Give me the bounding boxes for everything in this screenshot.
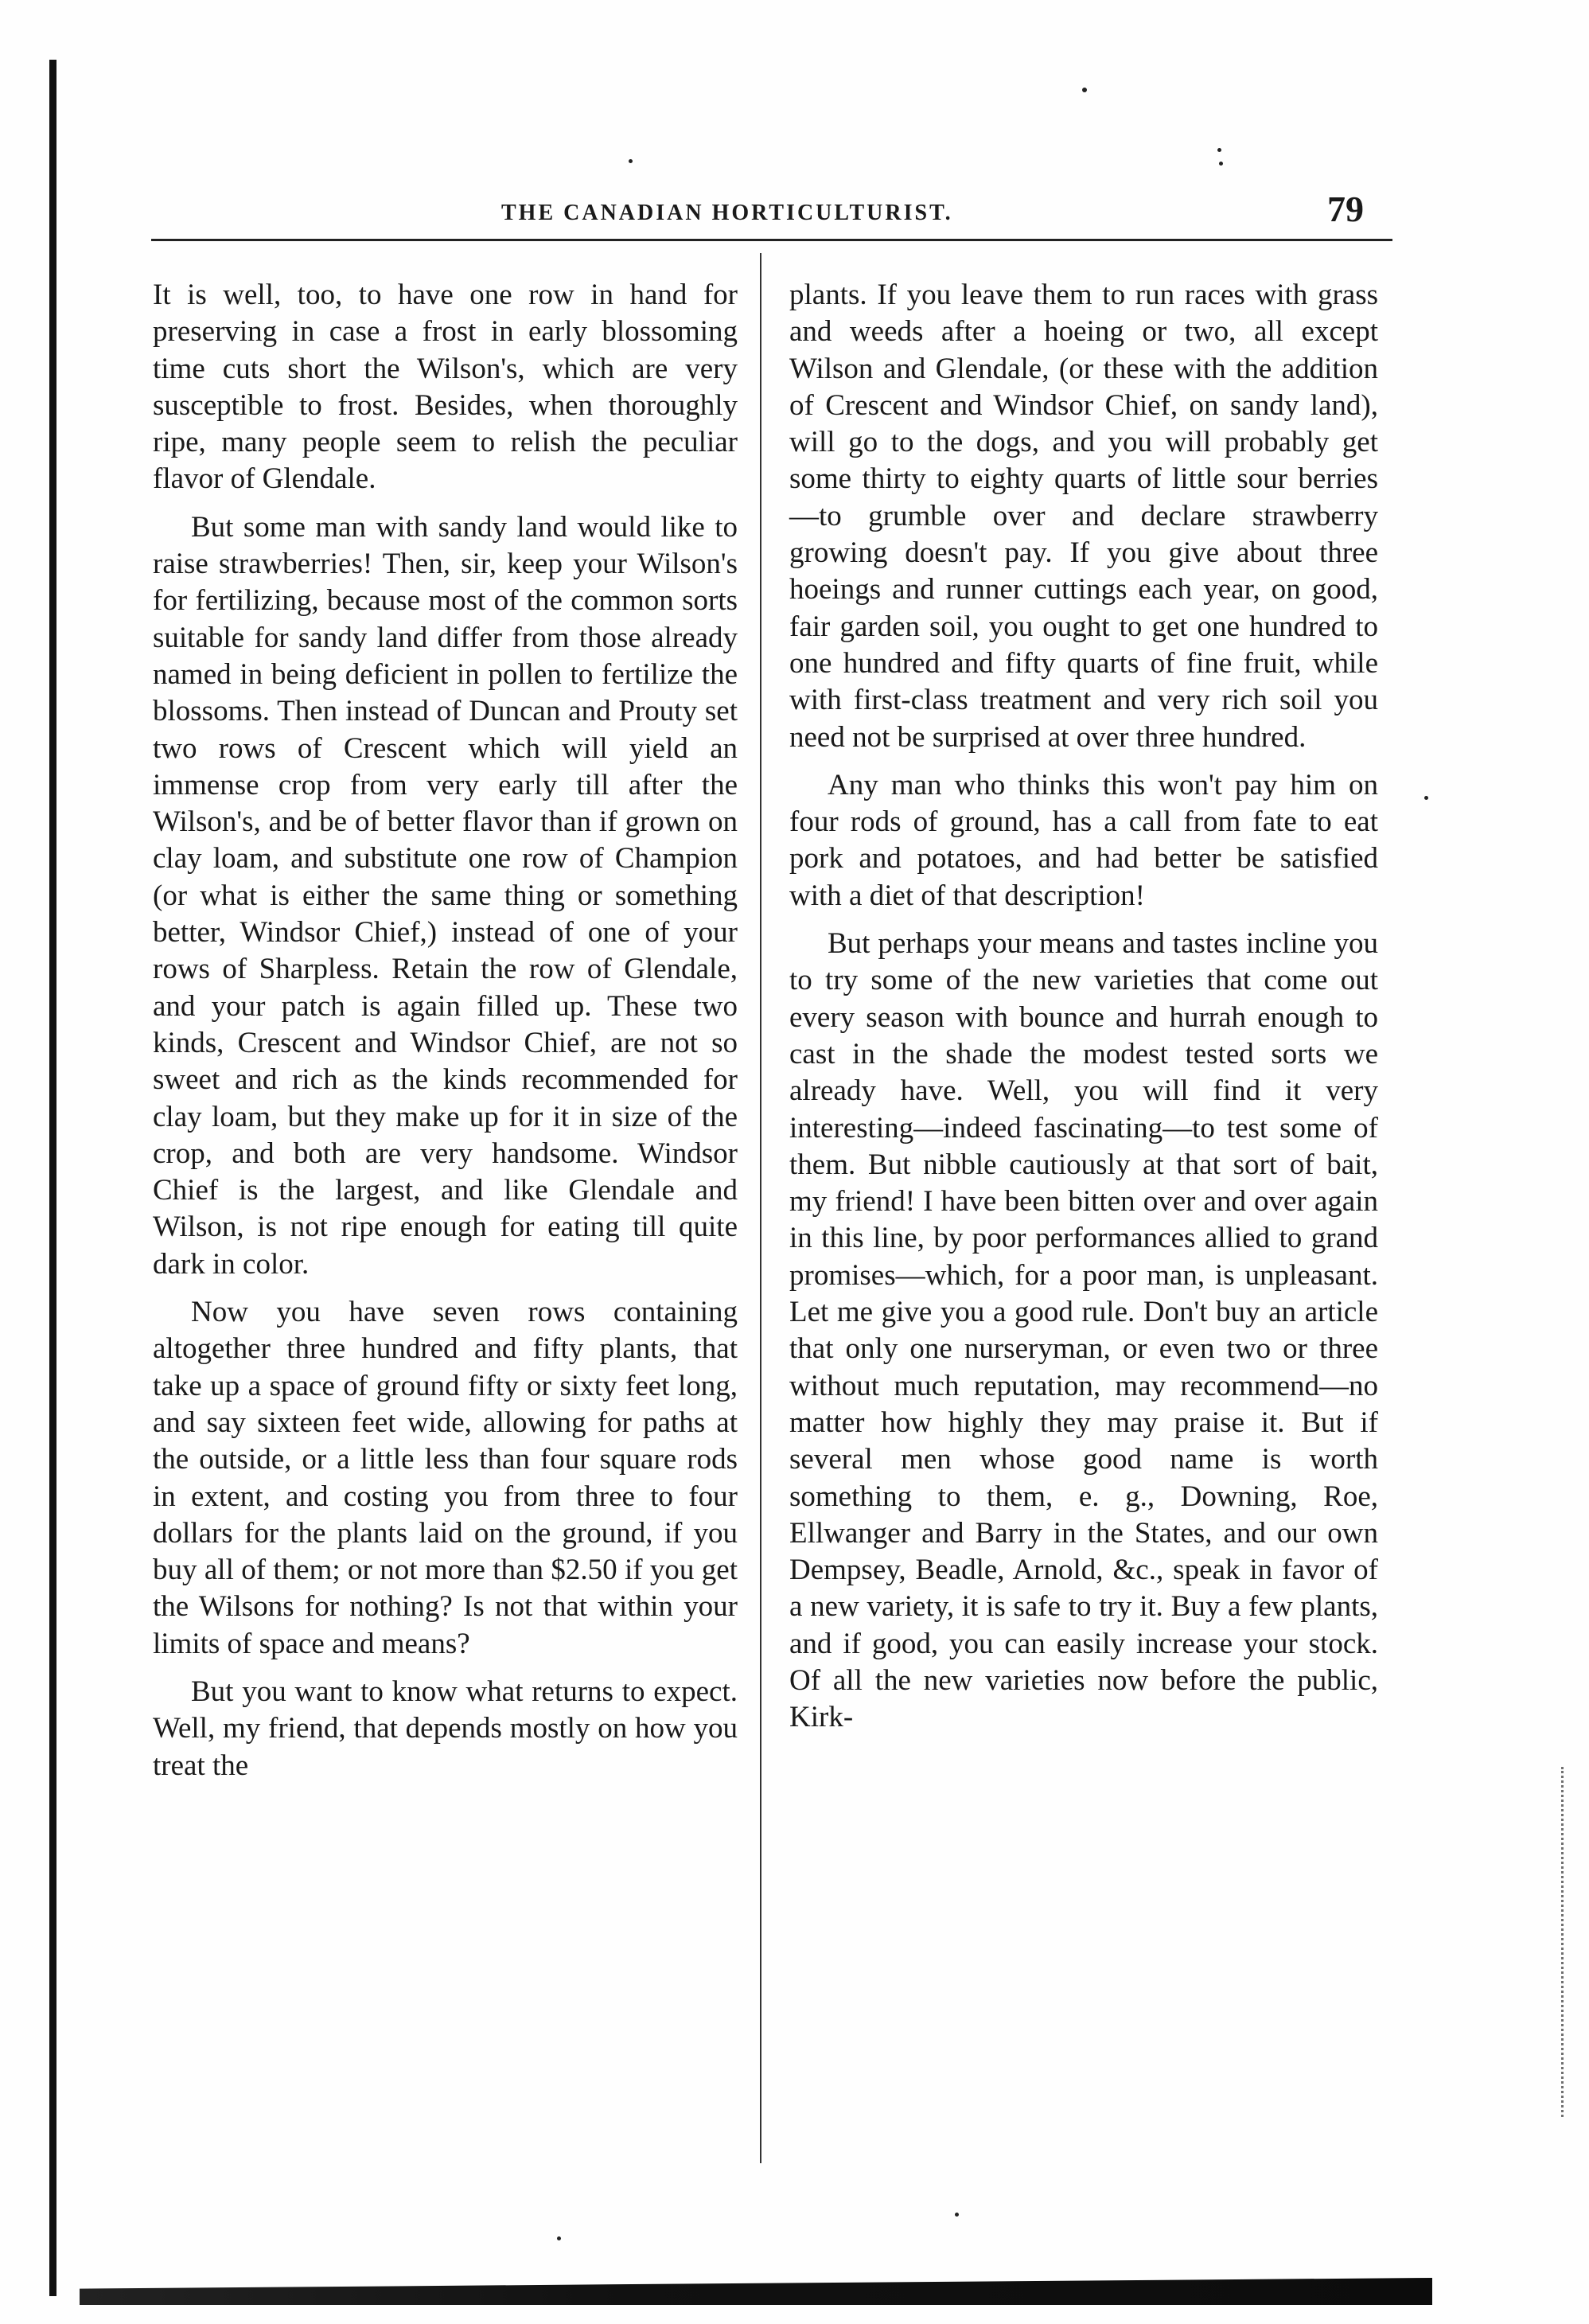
left-column <box>153 277 738 1796</box>
scan-speck <box>1219 162 1223 166</box>
scan-speck <box>557 2236 561 2240</box>
scan-speck <box>1424 796 1428 800</box>
paragraph: Now you have seven rows containing altogether three hundred and fifty plants, that take up a space of ground fifty or sixty feet long, and say sixteen feet wide, allowing for paths at the outside, or a little less than four square rods in extent, and costing you from three to four dollars for the plants laid on the ground, if you buy all of them; or not more than $2.50 if you get the Wilsons for nothing? Is not that within your limits of space and means? <box>153 1296 738 1660</box>
paragraph: It is well, too, to have one row in hand for preserving in case a frost in early blossoming time cuts short the Wilson's, which are very susceptible to frost. Besides, when thoroughly ripe, many people seem to relish the peculiar flavor of Glendale. <box>153 279 738 496</box>
paragraph: But some man with sandy land would like to raise strawberries! Then, sir, keep your Wilson's for fertilizing, because most of the common sorts suitable for sandy land differ from those already named in being deficient in pollen to fertilize the blossoms. Then instead of Duncan and Prouty set two rows of Crescent which will yield an immense crop from very early till after the Wilson's, and be of better flavor than if grown on clay loam, and substitute one row of Champion (or what is either the same thing or something better, Windsor Chief,) instead of one of your rows of Sharpless. Retain the row of Glendale, and your patch is again filled up. These two kinds, Crescent and Windsor Chief, are not so sweet and rich as the kinds recommended for clay loam, but they make up for it in size of the crop, and both are very handsome. Windsor Chief is the largest, and like Glendale and Wilson, is not ripe enough for eating till quite dark in color. <box>153 510 738 1281</box>
page-number: 79 <box>1327 189 1364 229</box>
paragraph: But you want to know what returns to expect. Well, my friend, that depends mostly on how you treat the <box>153 1675 738 1782</box>
paragraph: But perhaps your means and tastes incline you to try some of the new varieties that come out every season with bounce and hurrah enough to cast in the shade the modest tested sorts we already have. Well, you will find it very interesting—indeed fascinating—to test some of them. But nibble cautiously at that sort of bait, my friend! I have been bitten over and over again in this line, by poor performances allied to grand promises—which, for a poor man, is unpleasant. Let me give you a good rule. Don't buy an article that only one nurseryman, or even two or three without much reputation, may recommend—no matter how highly they may praise it. But if several men whose good name is worth something to them, e. g., Downing, Roe, Ellwanger and Barry in the States, and our own Dempsey, Beadle, Arnold, &c., speak in favor of a new variety, it is safe to try it. Buy a few plants, and if good, you can easily increase your stock. Of all the new varieties now before the public, Kirk- <box>789 927 1378 1734</box>
scan-speck <box>1217 148 1221 152</box>
binding-edge-rule <box>49 60 56 2296</box>
scan-speck <box>1082 88 1087 92</box>
scan-speck <box>629 159 633 163</box>
scan-edge-marks <box>1561 1767 1571 2117</box>
paragraph: Any man who thinks this won't pay him on four rods of ground, has a call from fate to eat pork and potatoes, and had better be satisfied with a diet of that description! <box>789 768 1378 912</box>
scan-bottom-bar <box>80 2278 1432 2305</box>
scan-speck <box>955 2213 959 2217</box>
running-head: THE CANADIAN HORTICULTURIST. <box>501 201 953 225</box>
right-column <box>789 277 1378 1748</box>
column-divider <box>760 253 761 2163</box>
header-rule <box>151 239 1392 241</box>
paragraph: plants. If you leave them to run races with grass and weeds after a hoeing or two, all except Wilson and Glendale, (or these with the addition of Crescent and Windsor Chief, on sandy land), will go to the dogs, and you will probably get some thirty to eighty quarts of little sour berries—to grumble over and declare strawberry growing doesn't pay. If you give about three hoeings and runner cuttings each year, on good, fair garden soil, you ought to get one hundred to one hundred and fifty quarts of fine fruit, while with first-class treatment and very rich soil you need not be surprised at over three hundred. <box>789 279 1378 754</box>
